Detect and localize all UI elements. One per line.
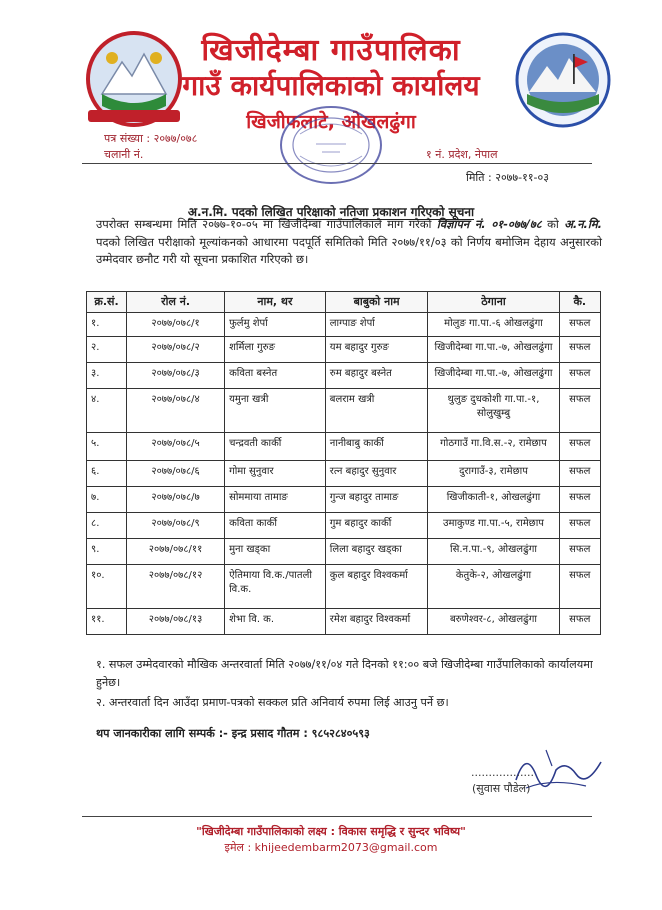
municipality-name: खिजीदेम्बा गाउँपालिका xyxy=(201,33,461,68)
cell-father: कुल बहादुर विश्वकर्मा xyxy=(325,565,428,609)
col-header-address: ठेगाना xyxy=(428,292,559,313)
cell-father: नानीबाबु कार्की xyxy=(325,433,428,461)
table-row xyxy=(87,363,601,389)
cell-address: दुरागाउँ-३, रामेछाप xyxy=(428,461,559,487)
cell-sn: ३. xyxy=(87,363,127,389)
cell-father: रमेश बहादुर विश्वकर्मा xyxy=(325,609,428,635)
cell-remark: सफल xyxy=(559,337,600,363)
cell-remark: सफल xyxy=(559,539,600,565)
table-row xyxy=(87,609,601,635)
cell-father: बलराम खत्री xyxy=(325,389,428,433)
cell-father: लाग्पाङ शेर्पा xyxy=(325,313,428,337)
table-row xyxy=(87,461,601,487)
cell-name: कविता बस्नेत xyxy=(225,363,326,389)
table-header-row xyxy=(87,292,601,313)
province-label: १ नं. प्रदेश, नेपाल xyxy=(426,148,498,161)
cell-name: शर्मिला गुरुङ xyxy=(225,337,326,363)
cell-address: गोठगाउँ गा.वि.स.-२, रामेछाप xyxy=(428,433,559,461)
cell-sn: ५. xyxy=(87,433,127,461)
cell-roll: २०७७/०७८/११ xyxy=(127,539,225,565)
cell-remark: सफल xyxy=(559,461,600,487)
cell-name: फुर्लमु शेर्पा xyxy=(225,313,326,337)
cell-roll: २०७७/०७८/२ xyxy=(127,337,225,363)
cell-sn: ८. xyxy=(87,513,127,539)
footer-motto: "खिजीदेम्बा गाउँपालिकाको लक्ष्य : विकास समृद्धि र सुन्दर भविष्य" xyxy=(196,825,466,838)
cell-roll: २०७७/०७८/७ xyxy=(127,487,225,513)
cell-name: मुना खड्का xyxy=(225,539,326,565)
cell-address: केतुके-२, ओखलढुंगा xyxy=(428,565,559,609)
cell-father: गुन्ज बहादुर तामाङ xyxy=(325,487,428,513)
notice-title: अ.न.मि. पदको लिखित परिक्षाको नतिजा प्रकाशन गरिएको सूचना xyxy=(187,205,475,219)
contact-line: थप जानकारीका लागि सम्पर्क :- इन्द्र प्रसाद गौतम : ९८५२८४०५९३ xyxy=(96,727,370,740)
cell-name: गोमा सुनुवार xyxy=(225,461,326,487)
table-row xyxy=(87,389,601,433)
cell-roll: २०७७/०७८/१२ xyxy=(127,565,225,609)
cell-sn: ११. xyxy=(87,609,127,635)
cell-name: शेभा वि. क. xyxy=(225,609,326,635)
footer-email: इमेल : khijeedembarm2073@gmail.com xyxy=(224,841,438,854)
table-row xyxy=(87,433,601,461)
cell-roll: २०७७/०७८/१३ xyxy=(127,609,225,635)
cell-sn: ६. xyxy=(87,461,127,487)
cell-name: चन्द्रवती कार्की xyxy=(225,433,326,461)
cell-name: कविता कार्की xyxy=(225,513,326,539)
office-name: गाउँ कार्यपालिकाको कार्यालय xyxy=(182,69,480,102)
cell-address: सि.न.पा.-९, ओखलढुंगा xyxy=(428,539,559,565)
col-header-remark: कै. xyxy=(559,292,600,313)
cell-remark: सफल xyxy=(559,487,600,513)
col-header-father: बाबुको नाम xyxy=(325,292,428,313)
cell-address: उमाकुण्ड गा.पा.-५, रामेछाप xyxy=(428,513,559,539)
cell-sn: २. xyxy=(87,337,127,363)
cell-name: यमुना खत्री xyxy=(225,389,326,433)
office-address: खिजीफलाटे, ओखलढुंगा xyxy=(246,111,416,133)
cell-sn: १. xyxy=(87,313,127,337)
note-item: २. अन्तरवार्ता दिन आउँदा प्रमाण-पत्रको सक्कल प्रति अनिवार्य रुपमा लिई आउनु पर्ने छ। xyxy=(96,696,449,709)
cell-roll: २०७७/०७८/३ xyxy=(127,363,225,389)
advertisement-number: विज्ञापन नं. ०१-०७७/७८ xyxy=(436,217,542,231)
cell-remark: सफल xyxy=(559,389,600,433)
footer-divider xyxy=(82,816,592,817)
cell-address: खिजीदेम्बा गा.पा.-७, ओखलढुंगा xyxy=(428,363,559,389)
notice-body: उपरोक्त सम्बन्धमा मिति २०७७-१०-०५ मा खिजीदेम्बा गाउँपालिकाले माग गरेको विज्ञापन नं. ०१-०७७/७८ को अ.न.मि. पदको लिखित परीक्षाको मूल्यांकनको आधारमा पदपूर्ति समितिको मिति २०७७/११/०३ को निर्णय बमोजिम देहाय अनुसारको उम्मेदवार छनौट गरी यो सूचना प्रकाशित गरिएको छ। xyxy=(96,217,602,266)
col-header-sn: क्र.सं. xyxy=(87,292,127,313)
cell-remark: सफल xyxy=(559,565,600,609)
dispatch-number: चलानी नं. xyxy=(104,148,144,161)
note-item: १. सफल उम्मेदवारको मौखिक अन्तरवार्ता मिति २०७७/११/०४ गते दिनको ११:०० बजे खिजीदेम्बा गाउँपालिकाको कार्यालयमा हुनेछ। xyxy=(96,658,593,689)
table-row xyxy=(87,513,601,539)
cell-name: सोममाया तामाङ xyxy=(225,487,326,513)
table-row xyxy=(87,487,601,513)
col-header-roll: रोल नं. xyxy=(127,292,225,313)
col-header-name: नाम, थर xyxy=(225,292,326,313)
cell-roll: २०७७/०७८/१ xyxy=(127,313,225,337)
cell-roll: २०७७/०७८/६ xyxy=(127,461,225,487)
table-row xyxy=(87,337,601,363)
cell-sn: ४. xyxy=(87,389,127,433)
cell-roll: २०७७/०७८/४ xyxy=(127,389,225,433)
signatory-name: (सुवास पौडेल) xyxy=(472,782,531,795)
cell-address: खिजीदेम्बा गा.पा.-७, ओखलढुंगा xyxy=(428,337,559,363)
cell-remark: सफल xyxy=(559,363,600,389)
cell-address: बरुणेश्वर-८, ओखलढुंगा xyxy=(428,609,559,635)
table-row xyxy=(87,539,601,565)
cell-remark: सफल xyxy=(559,513,600,539)
notice-date: मिति : २०७७-११-०३ xyxy=(466,171,549,184)
cell-sn: ७. xyxy=(87,487,127,513)
cell-father: लिला बहादुर खड्का xyxy=(325,539,428,565)
cell-name: ऐतिमाया वि.क./पातली वि.क. xyxy=(225,565,326,609)
table-row xyxy=(87,565,601,609)
cell-address: थुलुङ दुधकोशी गा.पा.-१, सोलुखुम्बु xyxy=(428,389,559,433)
cell-sn: १०. xyxy=(87,565,127,609)
header-divider xyxy=(82,163,592,164)
notes-list xyxy=(96,656,602,712)
cell-address: मोलुङ गा.पा.-६ ओखलढुंगा xyxy=(428,313,559,337)
cell-roll: २०७७/०७८/९ xyxy=(127,513,225,539)
cell-father: रत्न बहादुर सुनुवार xyxy=(325,461,428,487)
table-row xyxy=(87,313,601,337)
cell-remark: सफल xyxy=(559,313,600,337)
cell-sn: ९. xyxy=(87,539,127,565)
results-table xyxy=(86,291,601,635)
cell-father: यम बहादुर गुरुङ xyxy=(325,337,428,363)
cell-father: गुम बहादुर कार्की xyxy=(325,513,428,539)
cell-address: खिजीकाती-१, ओखलढुंगा xyxy=(428,487,559,513)
cell-remark: सफल xyxy=(559,433,600,461)
office-stamp-icon xyxy=(278,104,384,186)
cell-remark: सफल xyxy=(559,609,600,635)
reference-number: पत्र संख्या : २०७७/०७८ xyxy=(104,132,198,145)
cell-father: रुम बहादुर बस्नेत xyxy=(325,363,428,389)
cell-roll: २०७७/०७८/५ xyxy=(127,433,225,461)
post-name: अ.न.मि. xyxy=(564,217,602,231)
signature-line: .................. xyxy=(471,766,534,779)
